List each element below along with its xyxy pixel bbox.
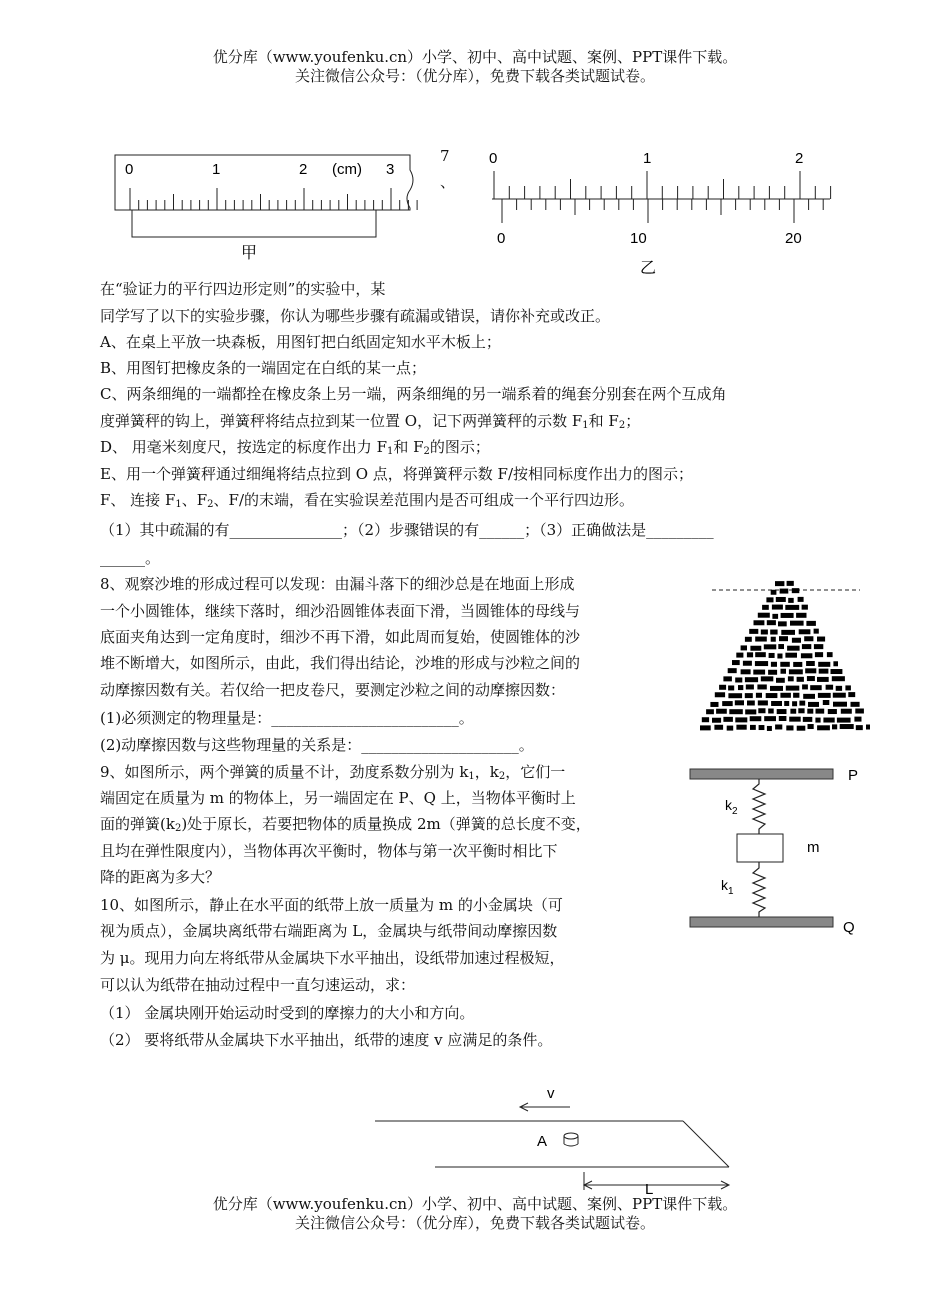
sand-grain <box>798 708 804 713</box>
jia-tick-label-0: 0 <box>125 161 134 178</box>
sand-grain <box>817 677 829 682</box>
sand-grain <box>771 590 777 595</box>
sand-grain <box>771 637 776 642</box>
sand-grain <box>764 644 777 649</box>
q7-step-f-text: F、 连接 F <box>100 491 176 509</box>
sand-grain <box>845 685 851 690</box>
sand-grain <box>778 621 787 626</box>
sand-grain <box>833 702 847 707</box>
sand-grain <box>767 726 772 731</box>
q7-intro-1: 在“验证力的平行四边形定则”的实验中，某 <box>100 280 386 298</box>
sand-grain <box>768 709 774 714</box>
sand-grain <box>771 662 777 667</box>
sand-grain <box>788 598 794 603</box>
header-line-1: 优分库（www.youfenku.cn）小学、初中、高中试题、案例、PPT课件下载。 <box>212 48 738 66</box>
sand-grain <box>723 717 733 722</box>
sand-grain <box>787 646 800 651</box>
sand-grain <box>818 693 831 698</box>
q9-line-3 <box>100 814 591 839</box>
sand-grain <box>775 581 784 586</box>
q10-line-1: 10、如图所示，静止在水平面的纸带上放一质量为 m 的小金属块（可 <box>100 896 563 914</box>
sand-grain <box>777 709 787 714</box>
sand-grain <box>796 613 806 618</box>
sand-grain <box>815 718 820 723</box>
sand-pile-figure <box>700 575 870 735</box>
sand-grain <box>785 605 799 610</box>
sand-grain <box>792 701 797 706</box>
sand-grain <box>784 701 789 706</box>
jia-tick-label-2: 2 <box>299 161 308 178</box>
sand-grain <box>788 676 794 681</box>
sand-grain <box>781 630 795 635</box>
sand-grain <box>719 685 726 690</box>
q7-step-f-text-b: 、F <box>181 491 208 509</box>
jia-figure-label: 甲 <box>241 245 258 262</box>
q7-blanks-2: ______。 <box>100 549 161 567</box>
sand-grain <box>828 709 837 714</box>
q10-line-4: 可以认为纸带在抽动过程中一直匀速运动，求： <box>100 976 416 994</box>
sand-grain <box>772 605 783 610</box>
sand-grain <box>738 685 743 690</box>
sand-grain <box>803 694 815 699</box>
sand-grain <box>736 725 746 730</box>
q9-line-5: 降的距离为多大？ <box>100 868 221 886</box>
sand-grain <box>818 662 830 667</box>
sand-grain <box>781 669 787 674</box>
sand-grain <box>817 725 830 730</box>
jia-tick-label-3: 3 <box>386 161 395 178</box>
sand-grain <box>802 684 808 689</box>
sand-grain <box>841 709 852 714</box>
sand-grain <box>797 677 804 682</box>
sand-grain <box>816 709 825 714</box>
sand-grain <box>727 726 734 731</box>
sand-grain <box>750 646 761 651</box>
sand-grain <box>802 644 811 649</box>
q10-line-3: 为 μ。现用力向左将纸带从金属块下水平抽出，设纸带加速过程极短， <box>100 949 565 967</box>
sand-grain <box>767 620 776 625</box>
q8-line-6: (1)必须测定的物理量是：_________________________。 <box>100 709 474 727</box>
sand-grain <box>761 676 774 681</box>
sand-grain <box>777 654 782 659</box>
sub: 2 <box>207 499 214 510</box>
sand-grain <box>780 662 790 667</box>
jia-tick-label-1: 1 <box>212 161 221 178</box>
q8-line-4: 堆不断增大，如图所示，由此，我们得出结论，沙堆的形成与沙粒之间的 <box>100 654 581 672</box>
sand-grain <box>778 644 784 649</box>
sand-grain <box>836 686 842 691</box>
sand-grain <box>814 644 823 649</box>
q7-step-d-text: D、 用毫米刻度尺，按选定的标度作出力 F <box>100 438 387 456</box>
q9-line-4: 且均在弹性限度内），当物体再次平衡时，物体与第一次平衡时相比下 <box>100 842 558 860</box>
sand-grain <box>712 718 721 723</box>
sand-grain <box>728 685 734 690</box>
sand-grain <box>745 709 756 714</box>
sub: 2 <box>174 823 182 834</box>
sand-grain <box>732 660 740 665</box>
yi-top-label-2: 2 <box>795 150 804 167</box>
q10-line-5: （1） 金属块刚开始运动时受到的摩擦力的大小和方向。 <box>100 1004 475 1022</box>
sub: 1 <box>175 499 182 510</box>
sand-grain <box>819 669 829 674</box>
q7-mark: 、 <box>440 173 456 191</box>
sand-grain <box>729 709 743 714</box>
sand-grain <box>758 700 768 705</box>
q9-line-1-text-b: ，k <box>474 763 499 781</box>
sand-grain <box>779 716 787 721</box>
sand-grain <box>772 614 778 619</box>
header-line-2: 关注微信公众号：（优分库），免费下载各类试题试卷。 <box>294 67 655 85</box>
q8-line-2: 一个小圆锥体，继续下落时，细沙沿圆锥体表面下滑，当圆锥体的母线与 <box>100 602 581 620</box>
sand-grain <box>792 638 801 643</box>
sub: 1 <box>468 771 475 782</box>
q9-line-1-text: 9、如图所示，两个弹簧的质量不计，劲度系数分别为 k <box>100 763 469 781</box>
sand-grain <box>781 613 794 618</box>
sand-grain <box>815 652 823 657</box>
footer-line-2: 关注微信公众号：（优分库），免费下载各类试题试卷。 <box>294 1214 655 1232</box>
sand-grain <box>747 700 755 705</box>
sand-grain <box>750 725 756 730</box>
sand-grain <box>700 725 711 730</box>
sand-grain <box>792 588 800 593</box>
sub: 1 <box>386 446 394 457</box>
sand-grain <box>755 661 768 666</box>
q7-step-d <box>100 437 490 462</box>
sand-grain <box>866 725 870 730</box>
q7-step-c-2-text-b: 和 F <box>588 412 619 430</box>
sand-grain <box>753 670 765 675</box>
sand-grain <box>714 725 723 730</box>
spring-label-q: Q <box>843 919 855 936</box>
sand-grain <box>722 701 733 706</box>
sub: 2 <box>618 420 626 431</box>
sand-grain <box>804 636 813 641</box>
sand-grain <box>803 717 813 722</box>
sand-grain <box>793 693 799 698</box>
yi-bottom-label-1: 10 <box>630 230 647 247</box>
q7-step-c-2 <box>100 411 640 436</box>
sand-grain <box>757 684 766 689</box>
q7-step-f-text-c: 、F/的末端，看在实验误差范围内是否可组成一个平行四边形。 <box>213 491 634 509</box>
sand-grain <box>735 700 744 705</box>
q8-line-5: 动摩擦因数有关。若仅给一把皮卷尺，要测定沙粒之间的动摩擦因数： <box>100 681 566 699</box>
spring-label-p: P <box>848 767 859 784</box>
paper-tape-figure <box>375 1080 745 1200</box>
sand-grain <box>728 693 742 698</box>
figure-jia-caliper <box>110 150 430 270</box>
q9-line-2: 端固定在质量为 m 的物体上，另一端固定在 P、Q 上，当物体平衡时上 <box>100 789 576 807</box>
sand-grain <box>789 717 801 722</box>
sand-grain <box>856 725 863 730</box>
sand-grain <box>807 676 815 681</box>
sand-grain <box>787 581 794 586</box>
q10-line-2: 视为质点），金属块离纸带右端距离为 L，金属块与纸带间动摩擦因数 <box>100 922 558 940</box>
q7-step-c-2-text-c: ； <box>625 412 641 430</box>
sand-grain <box>848 692 855 697</box>
sand-grain <box>808 702 819 707</box>
sand-grain <box>833 693 846 698</box>
sand-grain <box>786 686 800 691</box>
sand-grain <box>761 629 768 634</box>
sand-grain <box>806 661 815 666</box>
tape-label-v: v <box>547 1085 555 1102</box>
sand-grain <box>833 661 838 666</box>
sand-grain <box>775 724 782 729</box>
spring-label-k2: $k_2$ <box>725 797 738 817</box>
spring-label-m: m <box>807 839 820 856</box>
sand-grain <box>710 702 718 707</box>
sand-grain <box>755 652 766 657</box>
q9-line-3-text-b: )处于原长，若要把物体的质量换成 2m（弹簧的总长度不变， <box>181 815 591 833</box>
sand-grain <box>808 724 814 729</box>
sand-grain <box>766 693 778 698</box>
sand-grain <box>754 620 765 625</box>
sand-grain <box>832 724 837 729</box>
sand-grain <box>854 717 861 722</box>
q8-line-3: 底面夹角达到一定角度时，细沙不再下滑，如此周而复始，使圆锥体的沙 <box>100 628 581 646</box>
sand-grain <box>840 724 854 729</box>
sand-grain <box>736 653 743 658</box>
sand-grain <box>716 709 727 714</box>
sand-grain <box>810 685 822 690</box>
yi-top-label-1: 1 <box>643 150 652 167</box>
q7-step-f <box>100 490 634 515</box>
sand-grain <box>769 653 775 658</box>
q7-step-d-text-c: 的图示； <box>429 438 490 456</box>
sand-grain <box>749 629 758 634</box>
q7-blanks-1: （1）其中疏漏的有_______________；（2）步骤错误的有______；（3）正确做法是_________ <box>100 521 714 539</box>
tape-label-a: A <box>537 1133 548 1150</box>
sand-grain <box>780 693 791 698</box>
sand-grain <box>745 677 758 682</box>
sand-grain <box>741 645 747 650</box>
q9-line-3-text: 面的弹簧(k <box>100 815 175 833</box>
sand-grain <box>832 676 845 681</box>
q8-line-7: (2)动摩擦因数与这些物理量的关系是：_____________________。 <box>100 736 534 754</box>
sand-grain <box>741 669 751 674</box>
q7-intro-2: 同学写了以下的实验步骤，你认为哪些步骤有疏漏或错误，请你补充或改正。 <box>100 307 611 325</box>
sand-grain <box>790 621 804 626</box>
sub: 2 <box>498 771 506 782</box>
sand-grain <box>706 709 714 714</box>
q7-step-c-1: C、两条细绳的一端都拴在橡皮条上另一端，两条细绳的另一端系着的绳套分别套在两个互成角 <box>100 385 727 403</box>
yi-bottom-label-0: 0 <box>497 230 506 247</box>
sand-grain <box>762 605 769 610</box>
sand-grain <box>745 637 752 642</box>
q9-line-1-text-c: ，它们一 <box>505 763 566 781</box>
q9-line-1 <box>100 762 565 787</box>
sand-grain <box>764 716 776 721</box>
sand-grain <box>723 676 732 681</box>
yi-top-label-0: 0 <box>489 150 498 167</box>
sand-grain <box>814 629 819 634</box>
sand-grain <box>855 709 864 714</box>
sand-grain <box>780 589 789 594</box>
sand-grain <box>799 701 805 706</box>
sand-grain <box>755 637 767 642</box>
yi-bottom-label-2: 20 <box>785 230 802 247</box>
sand-grain <box>746 684 754 689</box>
q10-line-6: （2） 要将纸带从金属块下水平抽出，纸带的速度 v 应满足的条件。 <box>100 1031 553 1049</box>
spring-label-k1: $k_1$ <box>721 877 734 897</box>
sand-grain <box>756 693 762 698</box>
sand-grain <box>735 717 747 722</box>
sand-grain <box>790 709 796 714</box>
figure-yi-scale <box>480 145 840 280</box>
sand-grain <box>758 708 765 713</box>
sand-grain <box>802 605 808 610</box>
q7-step-d-text-b: 和 F <box>393 438 424 456</box>
sand-grain <box>728 668 737 673</box>
sand-grain <box>750 716 762 721</box>
q7-step-c-2-text: 度弹簧秤的钩上，弹簧秤将结点拉到某一位置 O，记下两弹簧秤的示数 F <box>100 412 583 430</box>
sand-grain <box>745 693 753 698</box>
yi-figure-label: 乙 <box>640 260 657 277</box>
sand-grain <box>768 670 777 675</box>
sand-grain <box>823 718 834 723</box>
sand-grain <box>798 597 804 602</box>
sub: 1 <box>582 420 589 431</box>
sand-grain <box>776 597 786 602</box>
sand-grain <box>771 701 782 706</box>
q7-number: 7 <box>440 147 450 165</box>
sand-grain <box>776 678 785 683</box>
q7-step-e: E、用一个弹簧秤通过细绳将结点拉到 O 点，将弹簧秤示数 F/按相同标度作出力的图示； <box>100 465 694 483</box>
sand-grain <box>801 653 813 658</box>
sand-grain <box>827 652 833 657</box>
tape-label-l: L <box>645 1181 654 1198</box>
sand-grain <box>758 613 770 618</box>
sand-grain <box>793 662 802 667</box>
q7-step-a: A、在桌上平放一块森板，用图钉把白纸固定知水平木板上； <box>100 333 501 351</box>
q8-line-1: 8、观察沙堆的形成过程可以发现：由漏斗落下的细沙总是在地面上形成 <box>100 575 575 593</box>
sand-grain <box>806 621 816 626</box>
sand-grain <box>823 700 830 705</box>
sand-grain <box>851 702 860 707</box>
jia-unit-label: (cm) <box>332 161 362 178</box>
sub: 2 <box>423 446 430 457</box>
sand-grain <box>797 726 806 731</box>
sand-grain <box>715 692 725 697</box>
sand-grain <box>826 685 834 690</box>
sand-grain <box>817 637 825 642</box>
sand-grain <box>831 669 843 674</box>
sand-grain <box>770 686 783 691</box>
sand-grain <box>735 677 742 682</box>
q7-step-b: B、用图钉把橡皮条的一端固定在白纸的某一点； <box>100 359 427 377</box>
sand-grain <box>799 629 811 634</box>
sand-grain <box>807 709 813 714</box>
sand-grain <box>786 725 793 730</box>
sand-grain <box>747 652 753 657</box>
sand-grain <box>770 630 777 635</box>
sand-grain <box>785 653 797 658</box>
sand-grain <box>766 597 773 602</box>
sand-grain <box>759 725 765 730</box>
sand-grain <box>702 717 709 722</box>
footer-line-1: 优分库（www.youfenku.cn）小学、初中、高中试题、案例、PPT课件下载。 <box>212 1195 738 1213</box>
sand-grain <box>779 636 788 641</box>
sand-grain <box>837 718 851 723</box>
spring-mass-figure <box>685 762 865 942</box>
sand-grain <box>743 661 752 666</box>
sand-grain <box>789 669 803 674</box>
sand-grain <box>805 668 816 673</box>
